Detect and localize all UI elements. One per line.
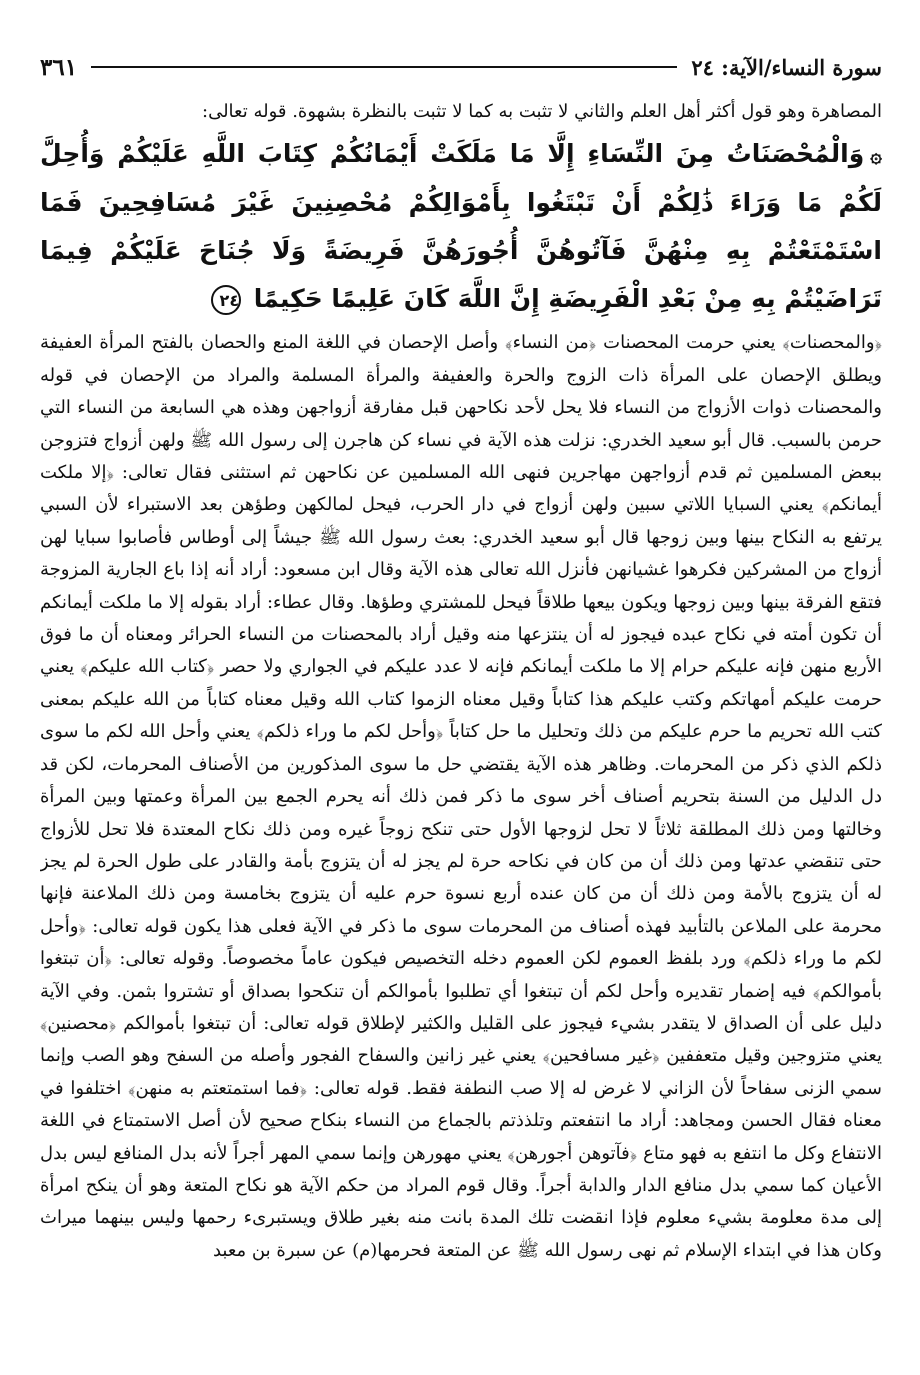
intro-text: المصاهرة وهو قول أكثر أهل العلم والثاني لا تثبت به كما لا تثبت بالنظرة بشهوة. قوله تعالى: [202,101,882,122]
verse-text: وَالْمُحْصَنَاتُ مِنَ النِّسَاءِ إِلَّا مَا مَلَكَتْ أَيْمَانُكُمْ كِتَابَ اللَّهِ عَلَيْكُمْ وَأُحِلَّ لَكُمْ مَا وَرَاءَ ذَٰلِكُمْ أَنْ تَبْتَغُوا بِأَمْوَالِكُمْ مُحْصِنِينَ غَيْرَ مُسَافِحِينَ فَمَا اسْتَمْتَعْتُمْ بِهِ مِنْهُنَّ فَآتُوهُنَّ أُجُورَهُنَّ فَرِيضَةً وَلَا جُنَاحَ عَلَيْكُمْ فِيمَا تَرَاضَيْتُمْ بِهِ مِنْ بَعْدِ الْفَرِيضَةِ إِنَّ اللَّهَ كَانَ عَلِيمًا حَكِيمًا [40,139,882,314]
rub-el-hizb-icon: ۞ [870,143,882,168]
quran-verse [40,130,882,323]
tafsir-body [40,327,882,1267]
header-rule [91,66,677,68]
page-number: ٣٦١ [40,53,78,81]
page-header [40,50,882,84]
ayah-number-marker: ٢٤ [211,285,241,315]
surah-label: سورة النساء/الآية: ٢٤ [691,54,882,80]
document-page [40,50,882,1350]
tafsir-paragraph: ﴿والمحصنات﴾ يعني حرمت المحصنات ﴿من النساء﴾ وأصل الإحصان في اللغة المنع والحصان بالفتح المرأة العفيفة ويطلق الإحصان على المرأة ذات الزوج والحرة والعفيفة والمرأة المسلمة والمراد من الإحصان في قوله والمحصنات ذوات الأزواج من النساء فلا يحل لأحد نكاحهن قبل مفارقة أزواجهن وهذه هي السابعة من النساء التي حرمن بالسبب. قال أبو سعيد الخدري: نزلت هذه الآية في نساء كن هاجرن إلى رسول الله ﷺ ولهن أزواج فتزوجن ببعض المسلمين ثم قدم أزواجهن مهاجرين فنهى الله المسلمين عن نكاحهن ثم استثنى فقال تعالى: ﴿إلا ملكت أيمانكم﴾ يعني السبايا اللاتي سبين ولهن أزواج في دار الحرب، فيحل لمالكهن وطؤهن بعد الاستبراء لأن السبي يرتفع به النكاح بينها وبين زوجها قال أبو سعيد الخدري: بعث رسول الله ﷺ جيشاً إلى أوطاس فأصابوا سبايا لهن أزواج من المشركين فكرهوا غشيانهن فأنزل الله تعالى هذه الآية وقال ابن مسعود: أراد أنه إذا باع الجارية المزوجة فتقع الفرقة بينها وبين زوجها ويكون بيعها طلاقاً فيحل للمشتري وطؤها. وقال عطاء: أراد بقوله إلا ما ملكت أيمانكم أن تكون أمته في نكاح عبده فيجوز له أن ينتزعها منه وقيل أراد بالمحصنات من النساء الحرائر ومعناه أن ما فوق الأربع منهن فإنه عليكم حرام إلا ما ملكت أيمانكم فإنه لا عدد عليكم في الجواري ولا حصر ﴿كتاب الله عليكم﴾ يعني حرمت عليكم أمهاتكم وكتب عليكم هذا كتاباً وقيل معناه الزموا كتاب الله وقيل معناه كتاباً من الله عليكم بمعنى كتب الله تحريم ما حرم عليكم من ذلك وتحليل ما حل كتاباً ﴿وأحل لكم ما وراء ذلكم﴾ يعني وأحل الله لكم ما سوى ذلكم الذي ذكر من المحرمات. وظاهر هذه الآية يقتضي حل ما سوى المذكورين من الأصناف المحرمات، لكن قد دل الدليل من السنة بتحريم أصناف أخر سوى ما ذكر فمن ذلك أنه يحرم الجمع بين المرأة وعمتها وبين المرأة وخالتها ومن ذلك المطلقة ثلاثاً لا تحل لزوجها الأول حتى تنكح زوجاً غيره ومن ذلك نكاح المعتدة فلا تحل للأزواج حتى تنقضي عدتها ومن ذلك أن من كان في نكاحه حرة لم يجز له أن يتزوج بأمة والقادر على طول الحرة لم يجز له أن يتزوج بالأمة ومن ذلك أن من كان عنده أربع نسوة حرم عليه أن يتزوج بخامسة ومن ذلك الملاعنة فإنها محرمة على الملاعن بالتأبيد فهذه أصناف من المحرمات سوى ما ذكر في الآية فعلى هذا يكون قوله تعالى: ﴿وأحل لكم ما وراء ذلكم﴾ ورد بلفظ العموم لكن العموم دخله التخصيص فيكون عاماً مخصوصاً. وقوله تعالى: ﴿أن تبتغوا بأموالكم﴾ فيه إضمار تقديره وأحل لكم أن تبتغوا أي تطلبوا بأموالكم أن تنكحوا بصداق أو تشتروا بثمن. وفي الآية دليل على أن الصداق لا يتقدر بشيء فيجوز على القليل والكثير لإطلاق قوله تعالى: أن تبتغوا بأموالكم ﴿محصنين﴾ يعني متزوجين وقيل متعففين ﴿غير مسافحين﴾ يعني غير زانين والسفاح الفجور وأصله من السفح وهو الصب وإنما سمي الزنى سفاحاً لأن الزاني لا غرض له إلا صب النطفة فقط. قوله تعالى: ﴿فما استمتعتم به منهن﴾ اختلفوا في معناه فقال الحسن ومجاهد: أراد ما انتفعتم وتلذذتم بالجماع من النساء بنكاح صحيح لأن أصل الاستمتاع في اللغة الانتفاع وكل ما انتفع به فهو متاع ﴿فآتوهن أجورهن﴾ يعني مهورهن وإنما سمي المهر أجراً لأنه بدل المنافع ليس بدل الأعيان كما سمي بدل منافع الدار والدابة أجراً. وقال قوم المراد من حكم الآية هو نكاح المتعة وهو أن ينكح امرأة إلى مدة معلومة بشيء معلوم فإذا انقضت تلك المدة بانت منه بغير طلاق ويستبرىء رحمها وليس بينهما ميراث وكان هذا في ابتداء الإسلام ثم نهى رسول الله ﷺ عن المتعة فحرمها(م) عن سبرة بن معبد [40,332,882,1261]
